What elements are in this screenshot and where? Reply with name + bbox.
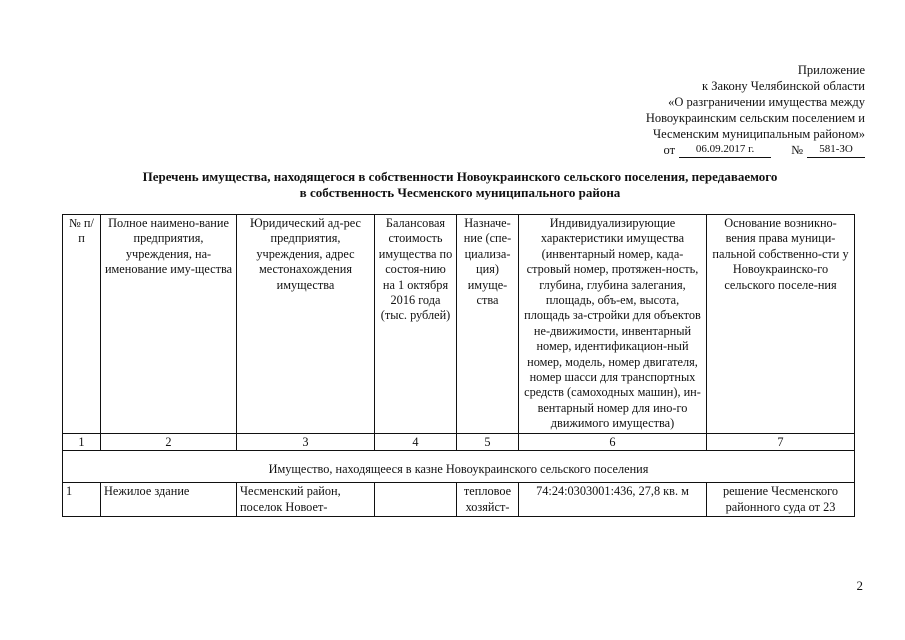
column-number-row	[63, 433, 855, 450]
row-purpose: тепловое хозяйст-	[457, 483, 519, 517]
header-characteristics: Индивидуализирующие характеристики имущества (инвентарный номер, када-стровый номер, протяжен-ность, глубина, глубина залегания, площадь, объ-ем, высота, площадь за-стройки для объектов не-движимости, инвентарный номер, идентификацион-ный номер, модель, номер двигателя, номер шасси для транспортных средств (самоходных машин), ин-вентарный номер для ино-го движимого имущества)	[519, 215, 707, 434]
law-number: 581-ЗО	[807, 142, 865, 158]
row-characteristics: 74:24:0303001:436, 27,8 кв. м	[519, 483, 707, 517]
table-row	[63, 483, 855, 517]
header-purpose: Назначе-ние (спе-циализа-ция) имуще-ства	[457, 215, 519, 434]
number-label: №	[791, 143, 803, 157]
column-number: 6	[519, 433, 707, 450]
title-line-2: в собственность Чесменского муниципального района	[299, 185, 621, 200]
page-number: 2	[856, 578, 863, 593]
appendix-line-4: Новоукраинским сельским поселением и	[645, 111, 865, 125]
section-row	[63, 450, 855, 482]
header-number: № п/п	[63, 215, 101, 434]
law-date: 06.09.2017 г.	[679, 142, 771, 158]
property-table	[62, 214, 855, 517]
header-address: Юридический ад-рес предприятия, учреждения, адрес местонахождения имущества	[237, 215, 375, 434]
appendix-line-1: Приложение	[797, 63, 865, 77]
from-label: от	[663, 143, 676, 157]
row-basis: решение Чесменского районного суда от 23	[707, 483, 855, 517]
law-signature-line	[646, 142, 865, 158]
appendix-line-5: Чесменским муниципальным районом»	[653, 127, 865, 141]
section-heading: Имущество, находящееся в казне Новоукраинского сельского поселения	[63, 450, 855, 482]
column-number: 1	[63, 433, 101, 450]
appendix-line-2: к Закону Челябинской области	[702, 79, 865, 93]
header-name: Полное наимено-вание предприятия, учреждения, на-именование иму-щества	[101, 215, 237, 434]
column-number: 4	[375, 433, 457, 450]
row-address: Чесменский район, поселок Новоет-	[237, 483, 375, 517]
column-number: 2	[101, 433, 237, 450]
document-title	[60, 169, 860, 201]
column-number: 3	[237, 433, 375, 450]
appendix-block	[646, 62, 865, 158]
header-basis: Основание возникно-вения права муници-пальной собственно-сти у Новоукраинско-го сельского поселе-ния	[707, 215, 855, 434]
appendix-line-3: «О разграничении имущества между	[668, 95, 865, 109]
header-row	[63, 215, 855, 434]
row-name: Нежилое здание	[101, 483, 237, 517]
column-number: 7	[707, 433, 855, 450]
title-line-1: Перечень имущества, находящегося в собственности Новоукраинского сельского поселения, передаваемого	[142, 169, 778, 184]
header-balance-value: Балансовая стоимость имущества по состоя-нию на 1 октября 2016 года (тыс. рублей)	[375, 215, 457, 434]
row-balance-value	[375, 483, 457, 517]
column-number: 5	[457, 433, 519, 450]
row-number: 1	[63, 483, 101, 517]
